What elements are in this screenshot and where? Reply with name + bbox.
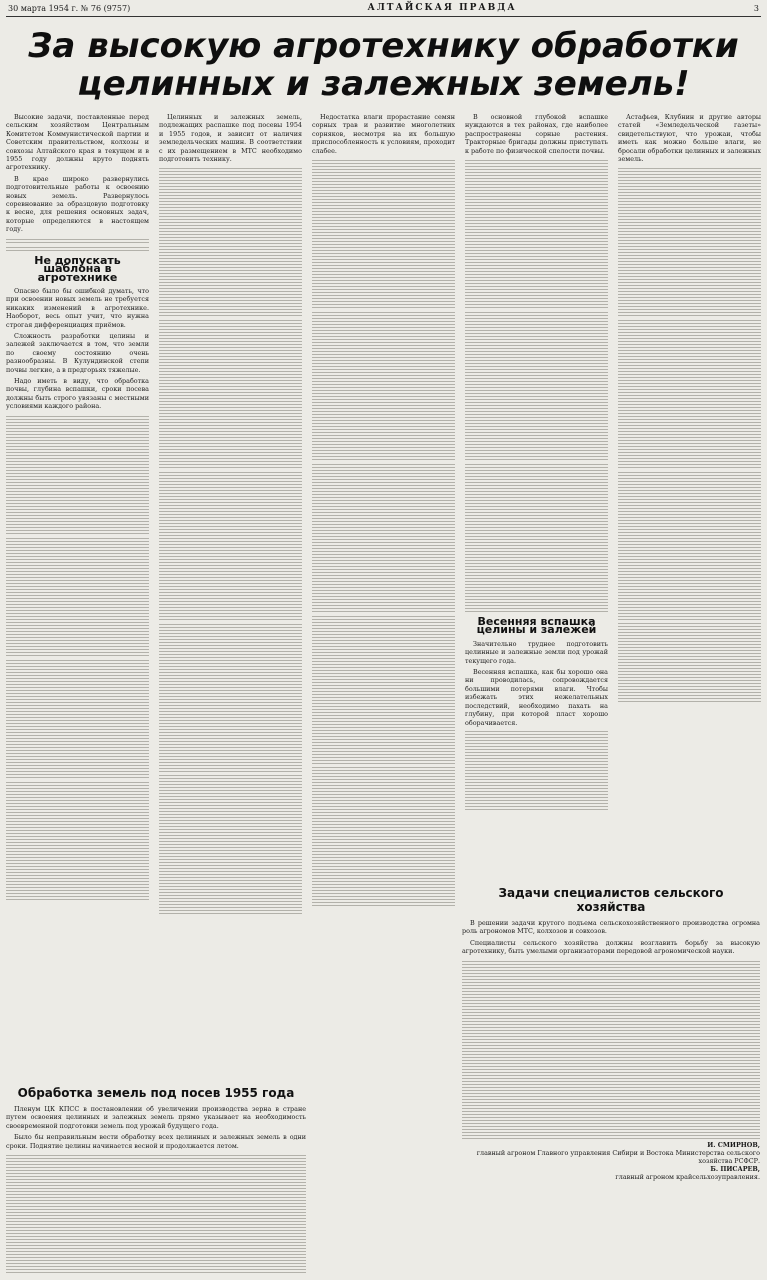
body-paragraph: Недостатка влаги прорастание семян сорных трав и развитие многолетних сорняков, несмотря на их большую приспособленность к условиям, проходит слабее. <box>312 113 455 155</box>
text-block <box>6 245 149 251</box>
text-block <box>6 658 149 778</box>
text-block <box>6 414 149 534</box>
text-block <box>6 237 149 243</box>
column-3 <box>312 113 455 916</box>
signature-name: Б. ПИСАРЕВ, <box>710 1164 760 1173</box>
column-2 <box>159 113 302 916</box>
text-block <box>465 310 608 460</box>
lower-right-section <box>462 880 760 1181</box>
text-block <box>6 536 149 656</box>
body-paragraph: Опасно было бы ошибкой думать, что при освоении новых земель не требуется никаких изменений в агротехнике. Наоборот, весь опыт учит, что нужна строгая дифференциация приёмов. <box>6 286 149 329</box>
text-block <box>159 318 302 468</box>
text-block <box>618 470 761 620</box>
text-block <box>312 766 455 906</box>
body-paragraph: Целинных и залежных земель, подлежащих распашке под посевы 1954 и 1955 годов, и зависит от наличия земледельческих машин. В соответствии с их размещением в МТС необходимо подготовить технику. <box>159 113 302 164</box>
section-title: Обработка земель под посев 1955 года <box>17 1086 295 1100</box>
text-block <box>312 462 455 612</box>
text-block <box>6 1153 306 1273</box>
text-block <box>159 622 302 772</box>
body-paragraph: Было бы неправильным вести обработку всех целинных и залежных земель в одни сроки. Поднятие целины начинается весной и продолжается летом. <box>6 1133 306 1150</box>
signature-role: главный агроном крайсельхозуправления. <box>615 1172 760 1181</box>
text-block <box>159 774 302 914</box>
column-4 <box>465 113 608 916</box>
section-title: Весенняя вспашка целины и залежей <box>476 615 597 637</box>
signature-role: главный агроном Главного управления Сибири и Востока Министерства сельского хозяйства РСФСР. <box>476 1148 760 1165</box>
body-paragraph: Значительно труднее подготовить целинные и залежные земли под урожай текущего года. <box>465 639 608 665</box>
text-block <box>159 166 302 316</box>
body-paragraph: В основной глубокой вспашке нуждаются в тех районах, где наиболее распространены сорные растения. Тракторные бригады должны приступать к работе по физической спелости почвы. <box>465 113 608 155</box>
text-block <box>312 310 455 460</box>
article-columns <box>6 113 761 916</box>
body-paragraph: В решении задачи крутого подъема сельскохозяйственного производства огромна роль агрономов МТС, колхозов и совхозов. <box>462 919 760 936</box>
text-block <box>465 730 608 810</box>
body-paragraph: Весенняя вспашка, как бы хорошо она ни проводилась, сопровождается большими потерями влаги. Чтобы избежать этих нежелательных последствий, необходимо пахать на глубину, при которой пласт хорошо оборачивается. <box>465 668 608 727</box>
body-paragraph: Надо иметь в виду, что обработка почвы, глубина вспашки, сроки посева должны быть строго увязаны с местными условиями каждого района. <box>6 376 149 411</box>
column-1 <box>6 113 149 916</box>
section-title: Не допускать шаблона в агротехнике <box>34 253 121 284</box>
text-block <box>618 622 761 702</box>
column-5 <box>618 113 761 916</box>
section-title: Задачи специалистов сельского хозяйства <box>498 886 724 914</box>
text-block <box>159 470 302 620</box>
text-block <box>465 158 608 308</box>
text-block <box>462 959 760 1139</box>
intro-paragraph: В крае широко развернулись подготовительные работы к освоению новых земель. Развернулось соревнование за образцовую подготовку к весне, для решения основных задач, которые определяются в настоящем году. <box>6 174 149 234</box>
issue-date: 30 марта 1954 г. № 76 (9757) <box>8 3 131 13</box>
paper-name: АЛТАЙСКАЯ ПРАВДА <box>367 3 517 13</box>
text-block <box>312 158 455 308</box>
body-paragraph: Пленум ЦК КПСС в постановлении об увеличении производства зерна в стране путем освоения целинных и залежных земель прямо указывает на необходимость своевременной подготовки земель под урожай будущего года. <box>6 1105 306 1130</box>
text-block <box>6 780 149 900</box>
text-block <box>312 614 455 764</box>
text-block <box>618 166 761 316</box>
signature-name: И. СМИРНОВ, <box>707 1140 760 1149</box>
body-paragraph: Специалисты сельского хозяйства должны возглавить борьбу за высокую агротехнику, быть умелыми организаторами передовой агрономической науки. <box>462 938 760 956</box>
body-paragraph: Астафьев, Клубнин и другие авторы статей «Земледельческой газеты» свидетельствуют, что урожаи, чтобы иметь как можно больше влаги, не бросали обработки целинных и залежных земель. <box>618 113 761 164</box>
signature-block <box>462 1141 760 1181</box>
text-block <box>465 462 608 612</box>
masthead <box>6 0 761 17</box>
body-paragraph: Сложность разработки целины и залежей заключается в том, что земли по своему состоянию очень разнообразны. В Кулундинской степи почвы легкие, а в предгорьях тяжелые. <box>6 331 149 374</box>
page-headline: За высокую агротехнику обработки целинных и залежных земель! <box>28 26 739 104</box>
text-block <box>618 318 761 468</box>
lower-left-section <box>6 1080 306 1275</box>
page-number: 3 <box>753 3 759 13</box>
intro-paragraph: Высокие задачи, поставленные перед сельским хозяйством Центральным Комитетом Коммунистической партии и Советским правительством, колхозы и совхозы Алтайского края в текущем и в 1955 году должны круто поднять агротехнику. <box>6 113 149 172</box>
